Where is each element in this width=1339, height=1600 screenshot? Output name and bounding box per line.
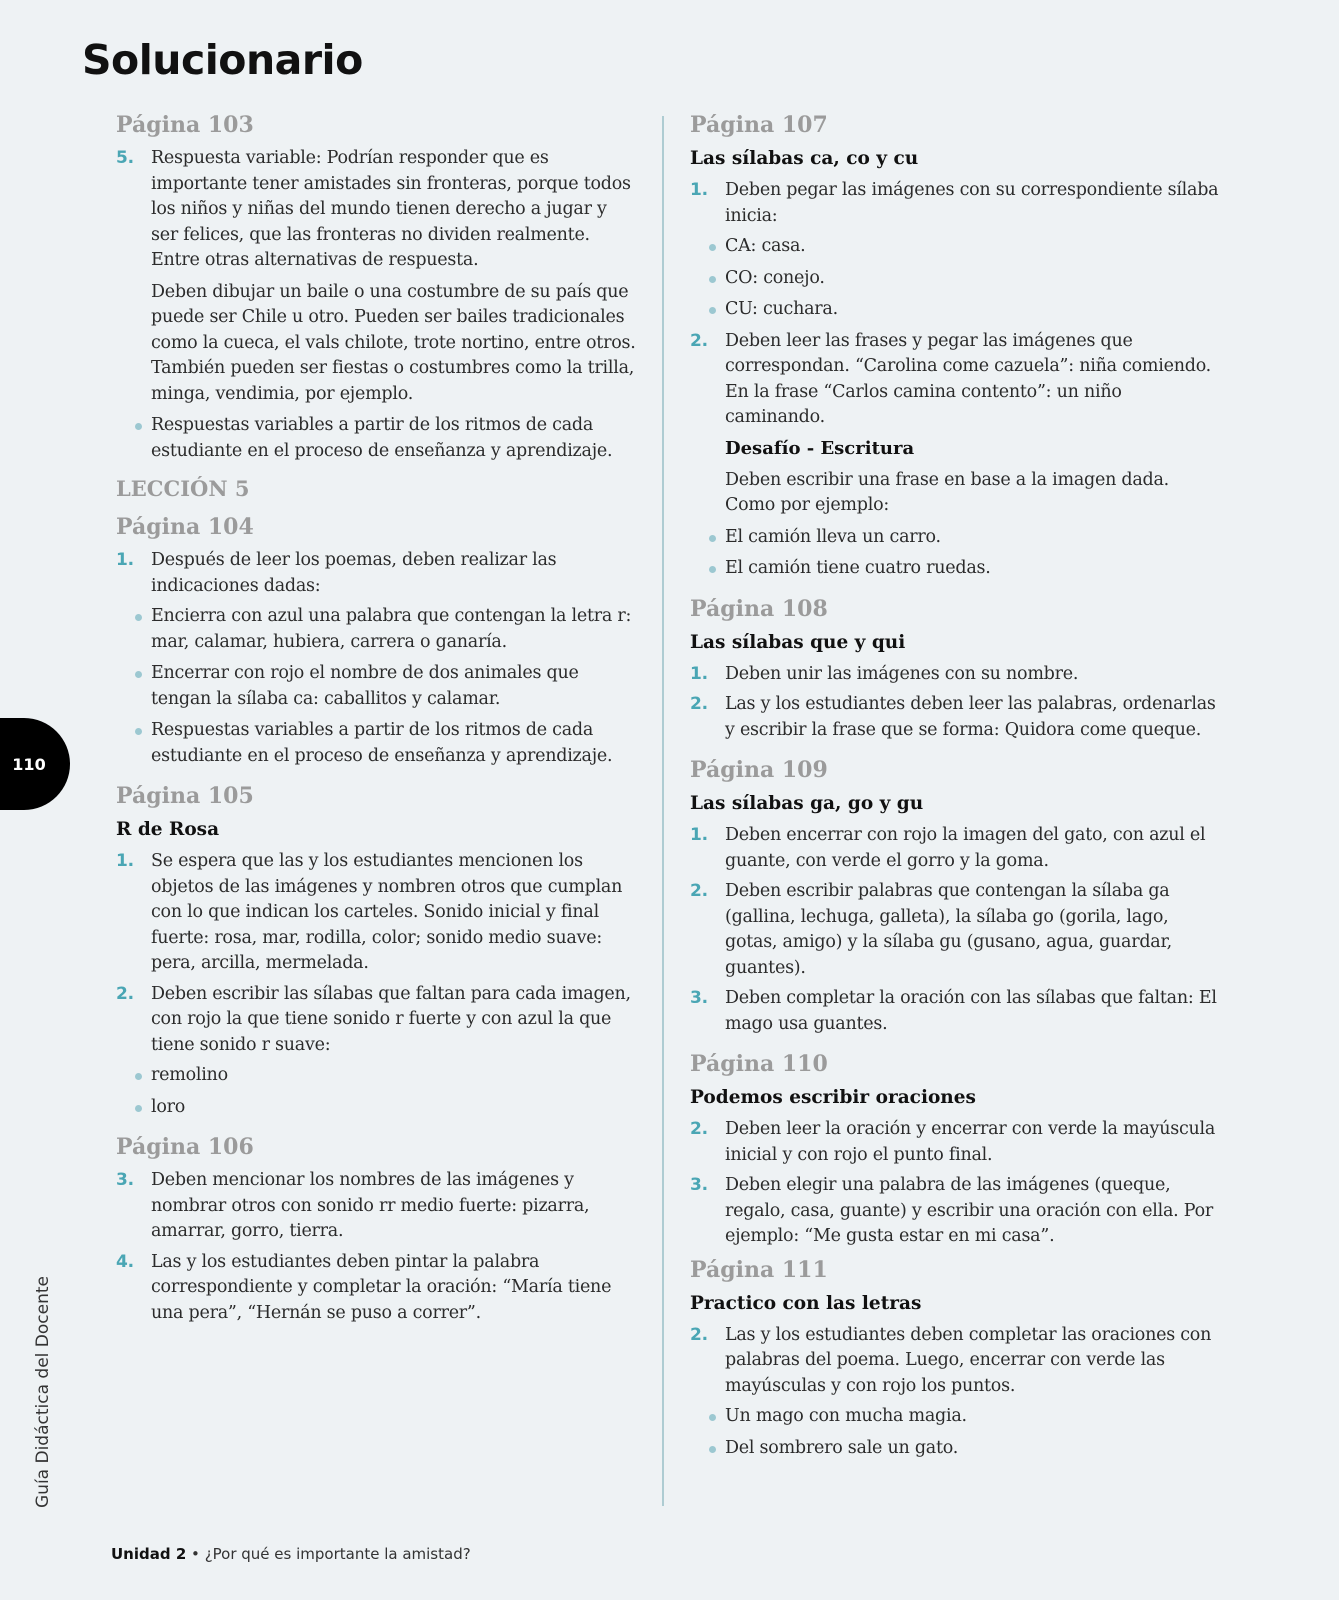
- list-item: [116, 982, 636, 1059]
- item-number: 2.: [690, 330, 708, 351]
- section-title: Las sílabas ca, co y cu: [690, 148, 919, 169]
- bullet-item: remolino: [116, 1063, 636, 1089]
- item-number: 2.: [690, 1324, 708, 1345]
- item-text: Deben completar la oración con las sílabas que faltan: El mago usa guantes.: [725, 988, 1217, 1034]
- bullet-item: Del sombrero sale un gato.: [690, 1436, 1220, 1462]
- item-text: Deben leer las frases y pegar las imágenes que correspondan. “Carolina come cazuela”: niña comiendo. En la frase “Carlos camina contento”: un niño caminando.: [725, 330, 1211, 427]
- bullet-item: El camión tiene cuatro ruedas.: [690, 556, 1220, 582]
- section-page-109: [690, 755, 1220, 1037]
- paragraph: Deben escribir una frase en base a la imagen dada. Como por ejemplo:: [725, 469, 1169, 515]
- bullet-item: Respuestas variables a partir de los ritmos de cada estudiante en el proceso de enseñanza y aprendizaje.: [116, 718, 636, 769]
- list-item: [116, 146, 636, 274]
- page-heading: Página 104: [116, 514, 254, 540]
- item-text: Deben elegir una palabra de las imágenes (queque, regalo, casa, guante) y escribir una oración con ella. Por ejemplo: “Me gusta estar en mi casa”.: [725, 1175, 1214, 1246]
- section-title: Las sílabas ga, go y gu: [690, 793, 924, 814]
- bullet-item: CA: casa.: [690, 234, 1220, 260]
- bullet-item: El camión lleva un carro.: [690, 525, 1220, 551]
- page-number-tab: [0, 718, 70, 810]
- section-page-110: [690, 1049, 1220, 1250]
- left-column: [116, 110, 636, 1331]
- item-text: Respuesta variable: Podrían responder que es importante tener amistades sin fronteras, porque todos los niños y niñas del mundo tienen derecho a jugar y ser felices, que las fronteras no dividen realmente. Entre otras alternativas de respuesta.: [151, 148, 631, 270]
- bullet-item: CU: cuchara.: [690, 297, 1220, 323]
- column-divider: [662, 116, 664, 1506]
- list-item: [690, 1323, 1220, 1400]
- bullet-item: Un mago con mucha magia.: [690, 1404, 1220, 1430]
- page-heading: Página 108: [690, 595, 828, 622]
- list-item: [116, 1168, 636, 1245]
- list-item: [690, 823, 1220, 874]
- footer-question: ¿Por qué es importante la amistad?: [204, 1545, 471, 1563]
- section-page-104: [116, 512, 636, 769]
- section-title: Practico con las letras: [690, 1292, 922, 1314]
- section-page-106: [116, 1132, 636, 1326]
- list-item: [690, 1117, 1220, 1168]
- page-heading: Página 105: [116, 783, 254, 809]
- item-number: 1.: [116, 550, 134, 570]
- item-number: 1.: [116, 851, 134, 871]
- footer-unit: Unidad 2: [111, 1545, 187, 1563]
- item-number: 1.: [690, 825, 708, 845]
- item-number: 3.: [116, 1170, 134, 1190]
- side-label: Guía Didáctica del Docente: [33, 1276, 53, 1508]
- bullet-item: Encierra con azul una palabra que contengan la letra r: mar, calamar, hubiera, carrera o ganaría.: [116, 604, 636, 655]
- item-text: Después de leer los poemas, deben realizar las indicaciones dadas:: [151, 550, 557, 596]
- item-text: Se espera que las y los estudiantes mencionen los objetos de las imágenes y nombren otros que cumplan con lo que indican los carteles. Sonido inicial y final fuerte: rosa, mar, rodilla, color; sonido medio suave: pera, arcilla, mermelada.: [151, 851, 623, 973]
- page-heading: Página 110: [690, 1051, 828, 1077]
- item-number: 2.: [690, 1119, 708, 1139]
- footer-separator: •: [191, 1545, 200, 1563]
- list-item: [116, 548, 636, 599]
- item-number: 2.: [690, 694, 708, 714]
- list-item: [690, 986, 1220, 1037]
- section-title: Podemos escribir oraciones: [690, 1087, 976, 1108]
- list-item: [690, 178, 1220, 229]
- page-footer: [111, 1545, 471, 1563]
- paragraph: Deben dibujar un baile o una costumbre de su país que puede ser Chile u otro. Pueden ser bailes tradicionales como la cueca, el vals chilote, trote nortino, entre otros. También pueden ser fiestas o costumbres como la trilla, minga, vendimia, por ejemplo.: [151, 281, 636, 404]
- page-heading: Página 106: [116, 1134, 254, 1160]
- bullet-item: Respuestas variables a partir de los ritmos de cada estudiante en el proceso de enseñanza y aprendizaje.: [116, 413, 636, 464]
- list-item: [690, 662, 1220, 688]
- page-heading: Página 111: [690, 1256, 828, 1283]
- page-title: Solucionario: [82, 36, 363, 84]
- item-text: Deben escribir palabras que contengan la sílaba ga (gallina, lechuga, galleta), la sílaba go (gorila, lago, gotas, amigo) y la sílaba gu (gusano, agua, guardar, guantes).: [725, 881, 1172, 978]
- section-page-108: [690, 594, 1220, 744]
- section-title: R de Rosa: [116, 819, 220, 840]
- bullet-item: Encerrar con rojo el nombre de dos animales que tengan la sílaba ca: caballitos y calamar.: [116, 661, 636, 712]
- section-page-103: [116, 110, 636, 464]
- bullet-item: loro: [116, 1095, 636, 1121]
- item-number: 4.: [116, 1251, 134, 1272]
- item-text: Deben mencionar los nombres de las imágenes y nombrar otros con sonido rr medio fuerte: pizarra, amarrar, gorro, tierra.: [151, 1170, 590, 1241]
- item-text: Deben leer la oración y encerrar con verde la mayúscula inicial y con rojo el punto final.: [725, 1119, 1216, 1165]
- page-heading: Página 109: [690, 757, 828, 783]
- item-text: Deben escribir las sílabas que faltan para cada imagen, con rojo la que tiene sonido r fuerte y con azul la que tiene sonido r suave:: [151, 983, 631, 1055]
- item-text: Las y los estudiantes deben pintar la palabra correspondiente y completar la oración: “María tiene una pera”, “Hernán se puso a correr”.: [151, 1251, 612, 1323]
- item-number: 1.: [690, 180, 708, 200]
- section-page-111: [690, 1255, 1220, 1462]
- item-number: 1.: [690, 663, 708, 684]
- list-item: [690, 1173, 1220, 1250]
- item-number: 3.: [690, 988, 708, 1008]
- item-number: 2.: [690, 881, 708, 901]
- section-page-107: [690, 110, 1220, 582]
- item-text: Las y los estudiantes deben leer las palabras, ordenarlas y escribir la frase que se forma: Quidora come queque.: [725, 694, 1216, 740]
- item-text: Las y los estudiantes deben completar las oraciones con palabras del poema. Luego, encerrar con verde las mayúsculas y con rojo los puntos.: [725, 1324, 1212, 1396]
- item-number: 2.: [116, 983, 134, 1004]
- list-item: [690, 879, 1220, 981]
- item-text: Deben unir las imágenes con su nombre.: [725, 663, 1079, 684]
- page-number: 110: [12, 754, 46, 774]
- lesson-heading: LECCIÓN 5: [116, 476, 250, 501]
- item-number: 3.: [690, 1175, 708, 1195]
- list-item: [116, 1250, 636, 1327]
- item-text: Deben pegar las imágenes con su correspondiente sílaba inicia:: [725, 180, 1219, 226]
- section-title: Las sílabas que y qui: [690, 631, 906, 653]
- page-heading: Página 103: [116, 112, 254, 138]
- subsection-title: Desafío - Escritura: [725, 437, 915, 459]
- list-item: [690, 329, 1220, 431]
- right-column: [690, 110, 1220, 1467]
- item-number: 5.: [116, 148, 134, 168]
- list-item: [116, 849, 636, 977]
- page-heading: Página 107: [690, 112, 828, 138]
- item-text: Deben encerrar con rojo la imagen del gato, con azul el guante, con verde el gorro y la goma.: [725, 825, 1206, 871]
- bullet-item: CO: conejo.: [690, 266, 1220, 292]
- list-item: [690, 692, 1220, 743]
- section-page-105: [116, 781, 636, 1120]
